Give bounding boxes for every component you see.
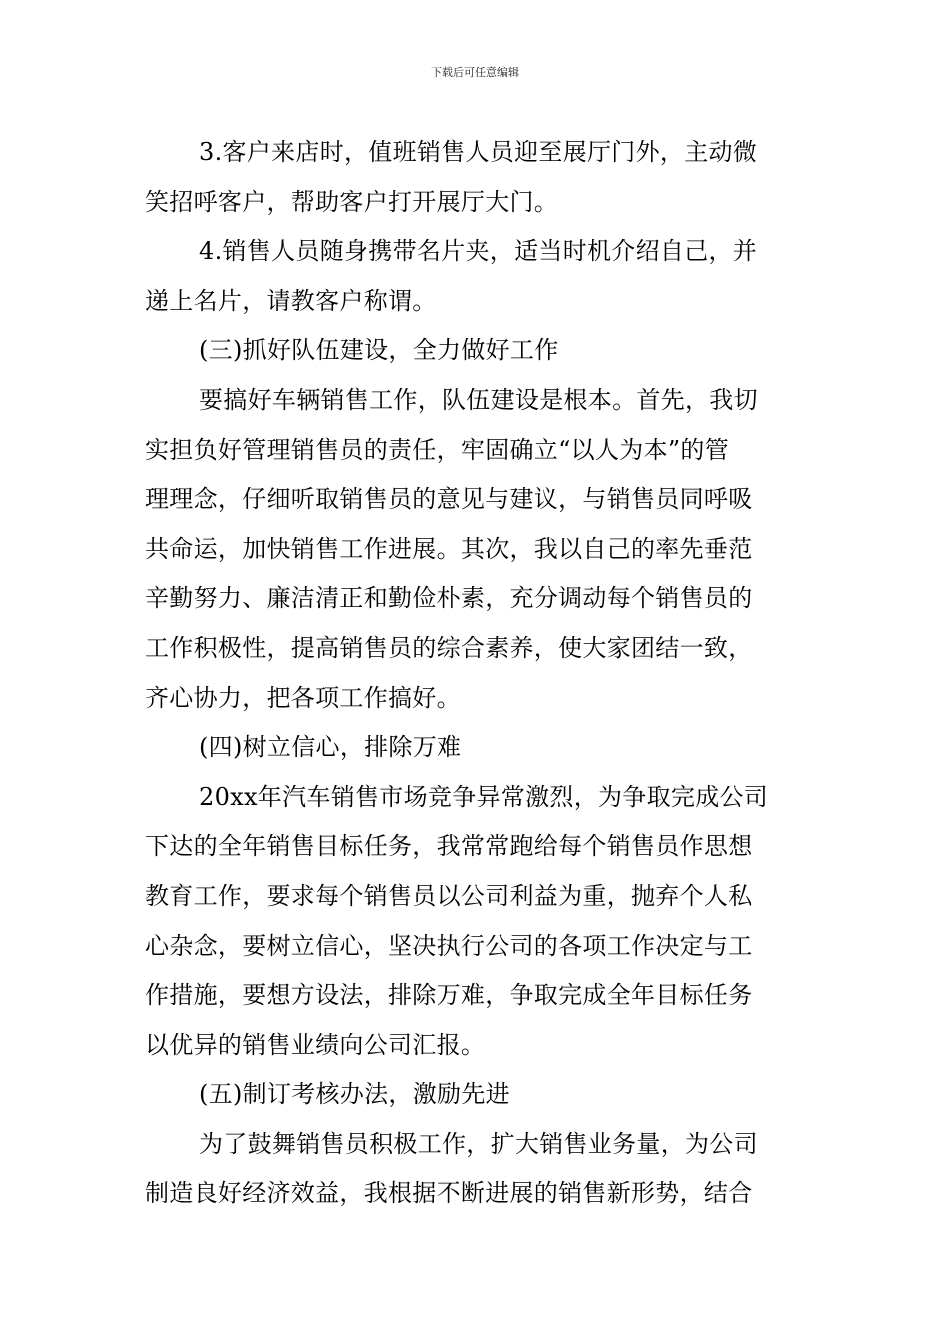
text-line: 20xx年汽车销售市场竞争异常激烈，为争取完成公司	[199, 782, 769, 811]
text-line: 理理念，仔细听取销售员的意见与建议，与销售员同呼吸	[145, 485, 753, 514]
text-line: 以优异的销售业绩向公司汇报。	[145, 1030, 486, 1059]
section-heading: (五)制订考核办法，激励先进	[199, 1080, 510, 1109]
text-line: 共命运，加快销售工作进展。其次，我以自己的率先垂范	[145, 534, 753, 563]
text-line: 作措施，要想方设法，排除万难，争取完成全年目标任务	[145, 981, 753, 1010]
text-line: 教育工作，要求每个销售员以公司利益为重，抛弃个人私	[145, 881, 753, 910]
text-line: 3.客户来店时，值班销售人员迎至展厅门外，主动微	[199, 138, 758, 166]
document-body	[145, 128, 810, 1219]
text-line: 辛勤努力、廉洁清正和勤俭朴素，充分调动每个销售员的	[145, 584, 753, 613]
text-line: 制造良好经济效益，我根据不断进展的销售新形势，结合	[145, 1179, 753, 1208]
text-line: 递上名片，请教客户称谓。	[145, 286, 437, 315]
text-line: 实担负好管理销售员的责任，牢固确立“以人为本”的管	[145, 435, 730, 464]
text-line: 为了鼓舞销售员积极工作，扩大销售业务量，为公司	[199, 1129, 758, 1158]
text-line: 要搞好车辆销售工作，队伍建设是根本。首先，我切	[199, 385, 758, 414]
text-line: 工作积极性，提高销售员的综合素养，使大家团结一致，	[145, 633, 753, 662]
text-line: 4.销售人员随身携带名片夹，适当时机介绍自己，并	[199, 237, 758, 266]
text-line: 齐心协力，把各项工作搞好。	[145, 683, 461, 712]
section-heading: (三)抓好队伍建设，全力做好工作	[199, 336, 559, 365]
page-header: 下载后可任意编辑	[431, 66, 519, 79]
text-line: 笑招呼客户，帮助客户打开展厅大门。	[145, 187, 559, 216]
section-heading: (四)树立信心，排除万难	[199, 733, 462, 762]
text-line: 下达的全年销售目标任务，我常常跑给每个销售员作思想	[145, 832, 753, 861]
text-line: 心杂念，要树立信心，坚决执行公司的各项工作决定与工	[145, 931, 753, 960]
